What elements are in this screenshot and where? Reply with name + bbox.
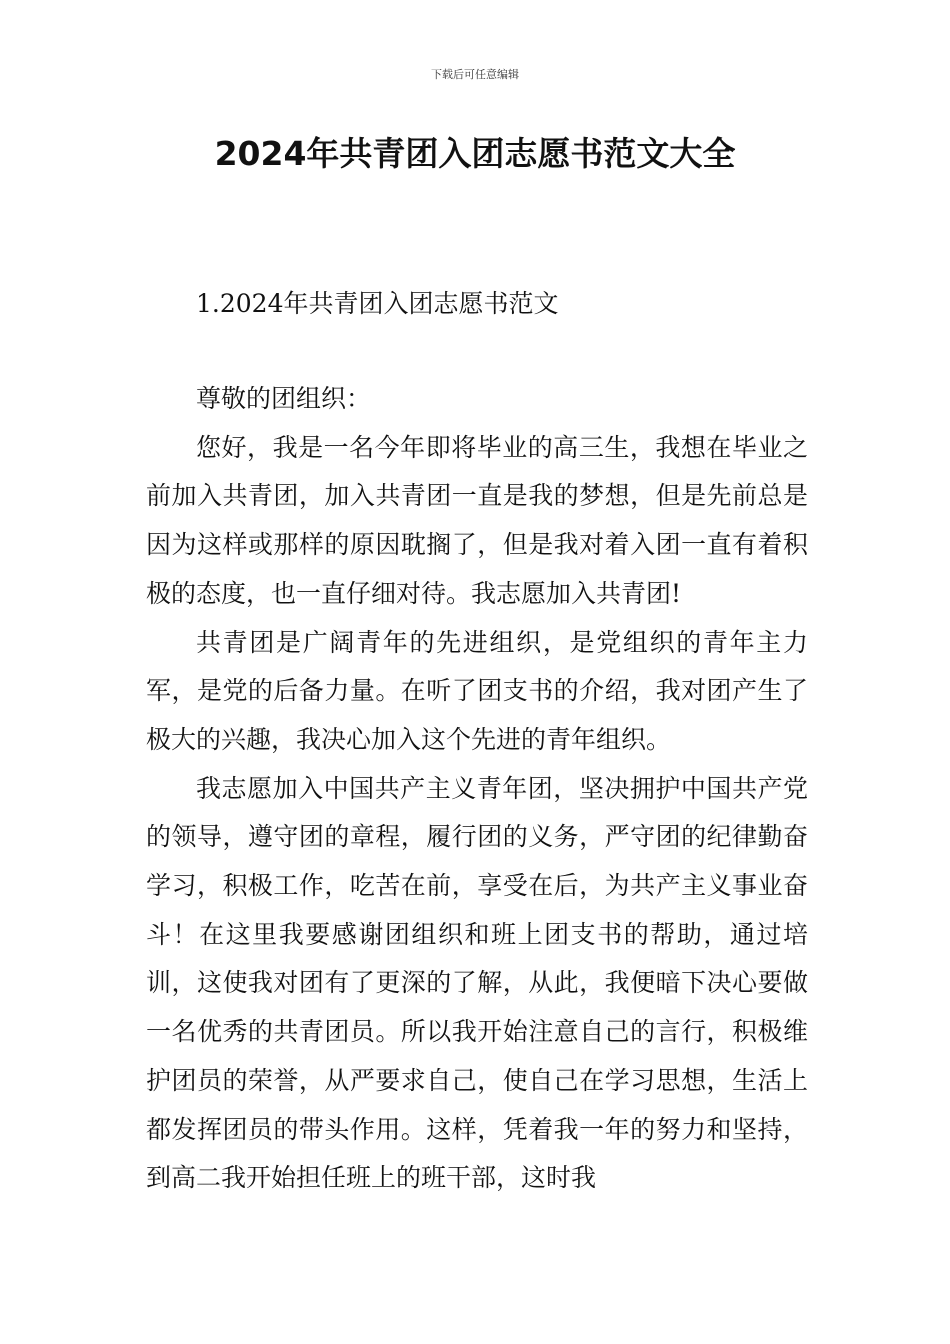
body-text — [146, 375, 808, 1203]
section-heading: 1.2024年共青团入团志愿书范文 — [196, 289, 559, 318]
paragraph: 您好，我是一名今年即将毕业的高三生，我想在毕业之前加入共青团，加入共青团一直是我的梦想，但是先前总是因为这样或那样的原因耽搁了，但是我对着入团一直有着积极的态度，也一直仔细对待。我志愿加入共青团! — [146, 432, 808, 608]
paragraph: 我志愿加入中国共产主义青年团，坚决拥护中国共产党的领导，遵守团的章程，履行团的义务，严守团的纪律勤奋学习，积极工作，吃苦在前，享受在后，为共产主义事业奋斗！在这里我要感谢团组织和班上团支书的帮助，通过培训，这使我对团有了更深的了解，从此，我便暗下决心要做一名优秀的共青团员。所以我开始注意自己的言行，积极维护团员的荣誉，从严要求自己，使自己在学习思想，生活上都发挥团员的带头作用。这样，凭着我一年的努力和坚持，到高二我开始担任班上的班干部，这时我 — [146, 773, 808, 1193]
header-note: 下载后可任意编辑 — [431, 68, 519, 81]
paragraph: 共青团是广阔青年的先进组织，是党组织的青年主力军，是党的后备力量。在听了团支书的介绍，我对团产生了极大的兴趣，我决心加入这个先进的青年组织。 — [146, 627, 808, 754]
document-title: 2024年共青团入团志愿书范文大全 — [214, 134, 736, 173]
salutation: 尊敬的团组织： — [196, 384, 372, 413]
